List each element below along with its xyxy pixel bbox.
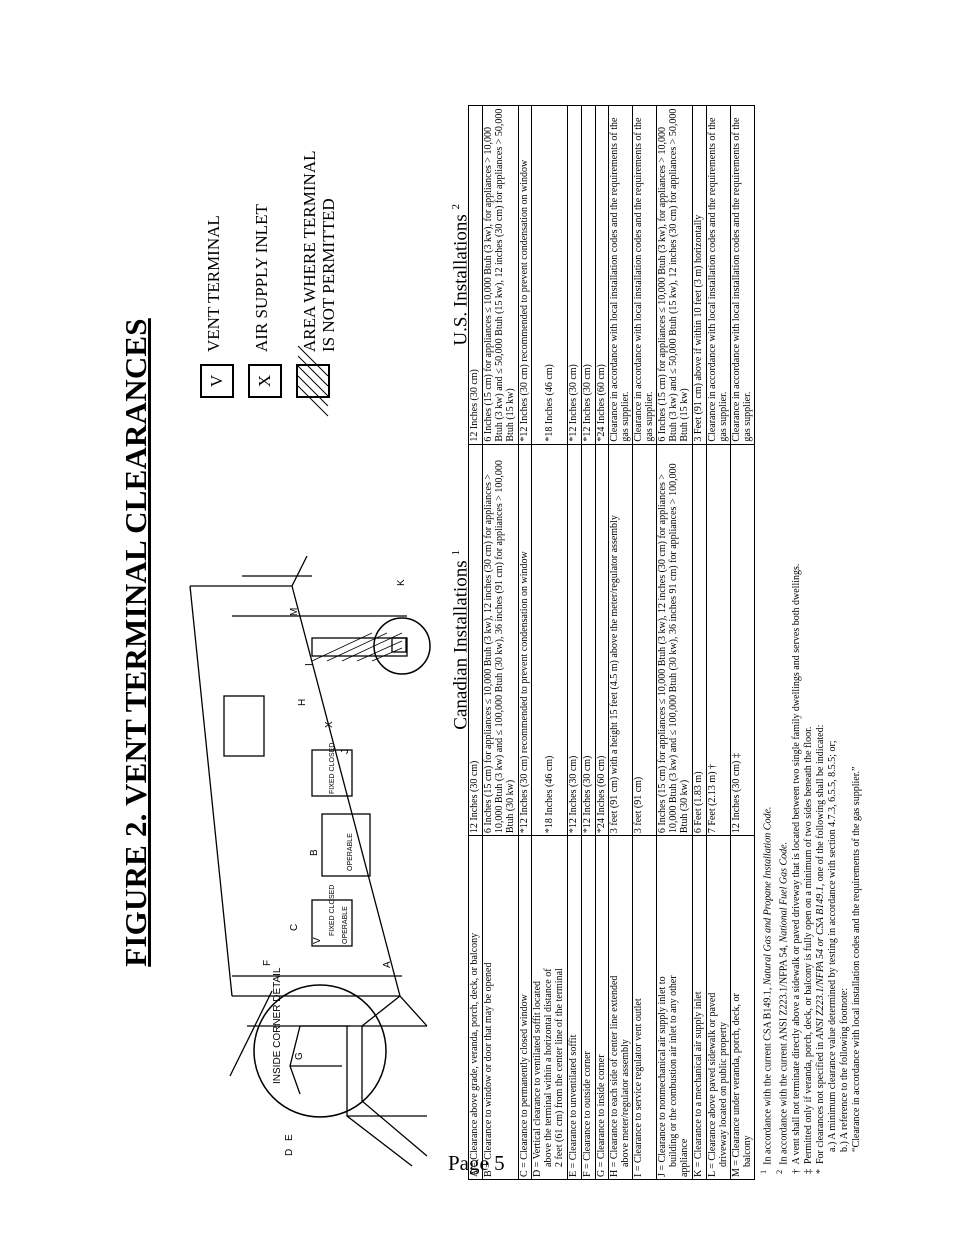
row-canadian: 12 Inches (30 cm) ‡ — [731, 444, 755, 836]
row-label-line1: H = Clearance to each side of center line extended — [609, 975, 621, 1177]
footnote-text: In accordance with the current CSA B149.1, — [762, 985, 774, 1165]
subnote-b: b.) A reference to the following footnote: — [838, 987, 850, 1152]
row-label: E = Clearance to unventilated soffit — [568, 836, 582, 1180]
dim-letter-h: H — [297, 698, 308, 706]
row-label: B = Clearance to window or door that may be opened — [482, 836, 518, 1180]
fixed-closed-label: FIXED CLOSED — [329, 884, 336, 936]
row-canadian: *18 Inches (46 cm) — [532, 444, 568, 836]
dim-letter-k: K — [396, 579, 407, 586]
table-row — [532, 106, 568, 1180]
header-us-text: U.S. Installations — [450, 214, 471, 346]
row-canadian: *12 Inches (30 cm) — [581, 444, 595, 836]
hatch-icon — [298, 366, 328, 396]
row-label-line2: driveway located on public property — [718, 1022, 729, 1167]
dim-letter-f: F — [262, 959, 273, 966]
row-canadian: 6 Inches (15 cm) for appliances ≤ 10,000 Btuh (3 kw), 12 inches (30 cm) for appliances > 10,000 Btuh (3 kw) and ≤ 100,000 Btuh (30 kw), 36 inches (91 cm) for appliances > 100,000 Btuh (30 kw) — [482, 444, 518, 836]
row-label-line2: building or the combustion air inlet to any other — [668, 975, 680, 1167]
row-us: 6 Inches (15 cm) for appliances ≤ 10,000 Btuh (3 kw), for appliances > 10,000 Btuh (3 kw) and ≤ 50,000 Btuh (15 kw), 12 inches (30 cm) for appliances > 50,000 Btuh (15 kw) — [657, 106, 693, 445]
footnote-text: In accordance with the current ANSI Z223.1/NFPA 54, — [778, 942, 790, 1165]
table-row — [633, 106, 657, 1180]
dim-letter-b: B — [309, 849, 320, 856]
air-inlet-mark: X — [324, 721, 335, 728]
header-us-sup: 2 — [449, 203, 462, 210]
table-row — [693, 106, 707, 1180]
fixed-closed-label-right: FIXED CLOSED — [329, 742, 336, 794]
row-us: 3 Feet (91 cm) above if within 10 feet (3 m) horizontally — [693, 106, 707, 445]
subnote-quote: “Clearance in accordance with local installation codes and the requirements of the gas supplier.” — [850, 766, 862, 1152]
operable-label-left: OPERABLE — [342, 906, 349, 944]
row-canadian: *12 Inches (30 cm) — [568, 444, 582, 836]
row-label: I = Clearance to service regulator vent outlet — [633, 836, 657, 1180]
legend-label: VENT TERMINAL — [204, 215, 223, 352]
hatched-area-symbol — [296, 364, 330, 398]
footnote-text: Permitted only if veranda, porch, deck, or balcony is fully open on a minimum of two sides beneath the floor. — [802, 726, 814, 1164]
dim-letter-g: G — [294, 1052, 305, 1060]
row-canadian: 3 feet (91 cm) — [633, 444, 657, 836]
table-header-row — [432, 106, 469, 1180]
row-us: *12 Inches (30 cm) — [581, 106, 595, 445]
row-canadian: *12 Inches (30 cm) recommended to prevent condensation on window — [518, 444, 532, 836]
footnote-mark: † — [790, 1169, 802, 1174]
header-canadian-sup: 1 — [449, 550, 462, 556]
row-canadian: 6 Feet (1.83 m) — [693, 444, 707, 836]
house-drawing — [172, 526, 434, 1176]
header-blank — [432, 836, 469, 1180]
footnote-italic: National Fuel Gas Code. — [778, 841, 790, 943]
row-label — [657, 836, 693, 1180]
row-label-line3: 2 feet (61 cm) from the center line of the terminal — [554, 968, 566, 1167]
clearance-table — [432, 105, 755, 1180]
legend-row-air — [248, 108, 286, 398]
row-label-line2: balcony — [742, 1135, 753, 1167]
legend-row-hatch — [296, 108, 338, 398]
dim-letter-e: E — [284, 1134, 295, 1141]
vent-mark: V — [312, 937, 323, 944]
rotated-sheet — [114, 105, 862, 1180]
dim-letter-a: A — [382, 961, 393, 968]
dim-letter-j: J — [340, 749, 351, 754]
footnote-text: A vent shall not terminate directly above a sidewalk or paved driveway that is located between two single family dwellings and serves both dwellings. — [790, 563, 802, 1165]
table-row — [568, 106, 582, 1180]
footnote-dagger — [791, 105, 803, 1174]
legend-row-vent — [200, 108, 238, 398]
row-us: *12 Inches (30 cm) — [568, 106, 582, 445]
row-us: 12 Inches (30 cm) — [469, 106, 483, 445]
footnote-double-dagger — [803, 105, 815, 1174]
row-label — [707, 836, 731, 1180]
inside-corner-label: INSIDE CORNER DETAIL — [272, 967, 283, 1084]
row-label — [731, 836, 755, 1180]
legend-label: AIR SUPPLY INLET — [252, 204, 271, 352]
table-row — [518, 106, 532, 1180]
footnote-mark: 2 — [775, 1169, 785, 1174]
row-us: 6 Inches (15 cm) for appliances ≤ 10,000 Btuh (3 kw), for appliances > 10,000 Btuh (3 kw) and ≤ 50,000 Btuh (15 kw), 12 inches (30 cm) for appliances > 50,000 Btuh (15 kw) — [482, 106, 518, 445]
table-row — [731, 106, 755, 1180]
table-row — [595, 106, 609, 1180]
row-canadian: 6 Inches (15 cm) for appliances ≤ 10,000 Btuh (3 kw), 12 inches (30 cm) for appliances > 10,000 Btuh (3 kw) and ≤ 100,000 Btuh (30 kw), 36 inches 91 cm) for appliances > 100,000 Btuh (30 kw) — [657, 444, 693, 836]
legend — [200, 108, 344, 398]
row-us: Clearance in accordance with local installation codes and the requirements of the gas supplier. — [633, 106, 657, 445]
footnote-mark: 1 — [759, 1169, 768, 1174]
legend-label-line2: IS NOT PERMITTED — [319, 198, 338, 352]
footnote-mark: * — [814, 1169, 826, 1174]
row-label-line1: L = Clearance above paved sidewalk or paved — [707, 992, 718, 1177]
row-label — [609, 836, 633, 1180]
legend-label — [296, 151, 338, 352]
footnote-mark: ‡ — [802, 1169, 814, 1174]
header-canadian-text: Canadian Installations — [450, 560, 471, 730]
row-label-line3: appliance — [679, 1138, 691, 1177]
subnote-a: a.) A minimum clearance value determined by testing in accordance with section 4.7.3, 6.5.5, 8.5.5; or; — [826, 740, 838, 1152]
header-us — [432, 106, 469, 445]
dim-letter-m: M — [289, 607, 300, 616]
footnote-italic: ANSI Z223.1/NFPA 54 or CSA B149.1 — [814, 886, 826, 1040]
row-us: *18 Inches (46 cm) — [532, 106, 568, 445]
table-row — [609, 106, 633, 1180]
row-us: *12 Inches (30 cm) recommended to prevent condensation on window — [518, 106, 532, 445]
row-label: G = Clearance to inside corner — [595, 836, 609, 1180]
row-label-line1: M = Clearance under veranda, porch, deck, or — [731, 993, 742, 1177]
row-label-line1: J = Clearance to nonmechanical air supply inlet to — [657, 976, 669, 1177]
footnote-asterisk — [815, 105, 827, 1174]
house-illustration — [172, 526, 434, 1176]
row-label-line1: D = Vertical clearance to ventilated soffit located — [532, 980, 544, 1177]
header-canadian — [432, 444, 469, 836]
page-number: Page 5 — [448, 1151, 505, 1175]
table-row — [581, 106, 595, 1180]
footnote-1 — [758, 105, 774, 1174]
row-canadian: 3 feet (91 cm) with a height 15 feet (4.5 m) above the meter/regulator assembly — [609, 444, 633, 836]
footnote-2 — [774, 105, 790, 1174]
row-label: F = Clearance to outside corner — [581, 836, 595, 1180]
row-label: A = Clearance above grade, veranda, porch, deck, or balcony — [469, 836, 483, 1180]
dim-letter-d: D — [284, 1148, 295, 1156]
row-canadian: *24 Inches (60 cm) — [595, 444, 609, 836]
row-label: K = Clearance to a mechanical air supply inlet — [693, 836, 707, 1180]
dim-letter-c: C — [289, 923, 300, 931]
row-us: Clearance in accordance with local installation codes and the requirements of the gas supplier. — [731, 106, 755, 445]
footnote-italic: Natural Gas and Propane Installation Code. — [762, 806, 774, 986]
footnotes — [758, 105, 863, 1174]
row-canadian: 12 Inches (30 cm) — [469, 444, 483, 836]
row-us: *24 Inches (60 cm) — [595, 106, 609, 445]
row-canadian: 7 Feet (2.13 m) † — [707, 444, 731, 836]
operable-label-right: OPERABLE — [347, 833, 354, 871]
dim-letter-i: I — [304, 663, 315, 666]
footnote-text-end: , one of the following shall be indicated: — [814, 724, 826, 887]
row-label-line2: above the terminal within a horizontal distance of — [543, 968, 555, 1167]
row-label — [532, 836, 568, 1180]
row-label: C = Clearance to permanently closed window — [518, 836, 532, 1180]
table-row — [657, 106, 693, 1180]
vent-terminal-symbol: V — [200, 364, 234, 398]
figure-title: FIGURE 2. VENT TERMINAL CLEARANCES — [118, 318, 153, 967]
row-us: Clearance in accordance with local installation codes and the requirements of the gas supplier. — [609, 106, 633, 445]
legend-label-line1: AREA WHERE TERMINAL — [300, 150, 319, 352]
table-row — [707, 106, 731, 1180]
row-label-line2: above meter/regulator assembly — [620, 1039, 632, 1167]
footnote-text: For clearances not specified in — [814, 1039, 826, 1164]
table-row — [482, 106, 518, 1180]
row-us: Clearance in accordance with local installation codes and the requirements of the gas supplier. — [707, 106, 731, 445]
air-supply-symbol: X — [248, 364, 282, 398]
